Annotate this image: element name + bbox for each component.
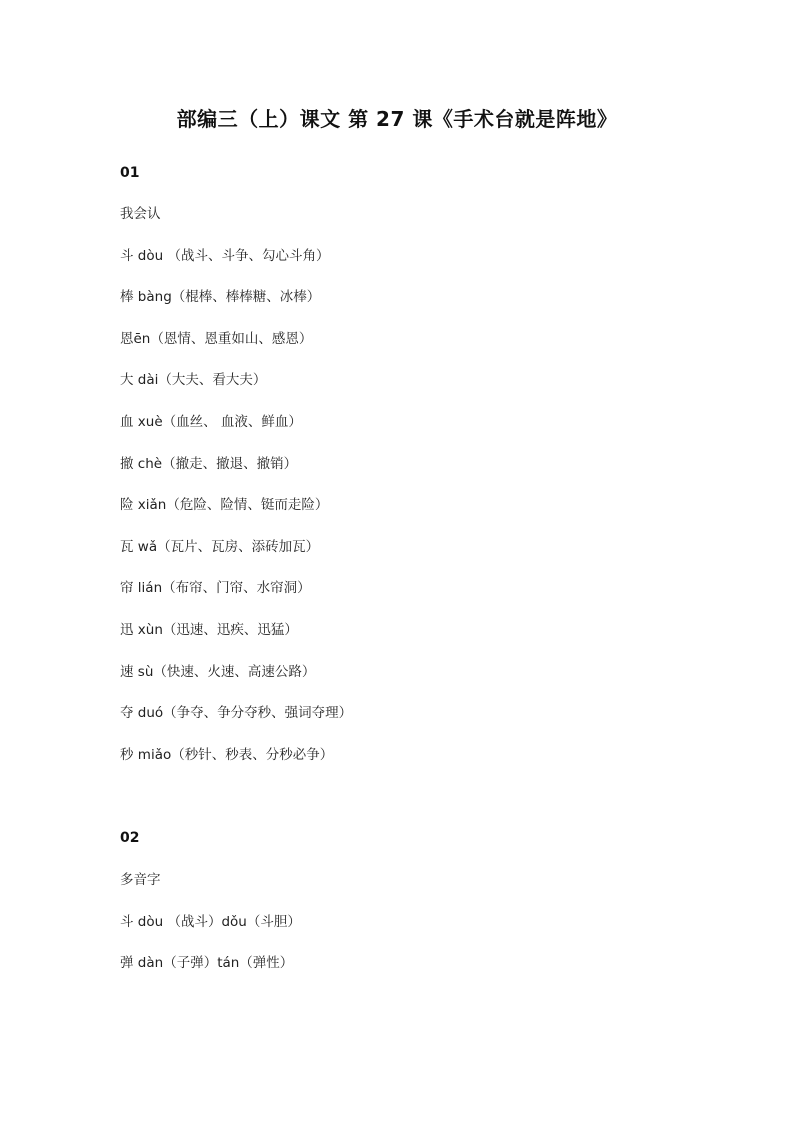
character-entry: 恩ēn（恩情、恩重如山、感恩）: [120, 330, 313, 347]
character-entry: 撤 chè（撤走、撤退、撤销）: [120, 455, 298, 472]
section-polyphonic-characters: [120, 828, 720, 995]
section-heading: 多音字: [120, 872, 161, 888]
polyphonic-entry: 斗 dòu （战斗）dǒu（斗胆）: [120, 913, 301, 930]
section-number: 02: [120, 830, 140, 846]
character-entry: 瓦 wǎ（瓦片、瓦房、添砖加瓦）: [120, 538, 320, 555]
section-recognize-characters: [120, 163, 720, 786]
character-entry: 夺 duó（争夺、争分夺秒、强词夺理）: [120, 705, 353, 722]
character-entry: 险 xiǎn（危险、险情、铤而走险）: [120, 497, 329, 514]
section-heading: 我会认: [120, 206, 161, 222]
character-entry: 大 dài（大夫、看大夫）: [120, 372, 267, 389]
character-entry: 速 sù（快速、火速、高速公路）: [120, 663, 316, 680]
character-entry: 迅 xùn（迅速、迅疾、迅猛）: [120, 621, 298, 638]
character-entry: 血 xuè（血丝、 血液、鲜血）: [120, 413, 302, 430]
character-entry: 帘 lián（布帘、门帘、水帘洞）: [120, 580, 311, 597]
page-title: 部编三（上）课文 第 27 课《手术台就是阵地》: [176, 107, 618, 131]
section-number: 01: [120, 165, 140, 181]
character-entry: 斗 dòu （战斗、斗争、勾心斗角）: [120, 247, 330, 264]
character-entry: 秒 miǎo（秒针、秒表、分秒必争）: [120, 746, 334, 763]
polyphonic-entry: 弹 dàn（子弹）tán（弹性）: [120, 955, 294, 972]
character-entry: 棒 bàng（棍棒、棒棒糖、冰棒）: [120, 289, 321, 306]
